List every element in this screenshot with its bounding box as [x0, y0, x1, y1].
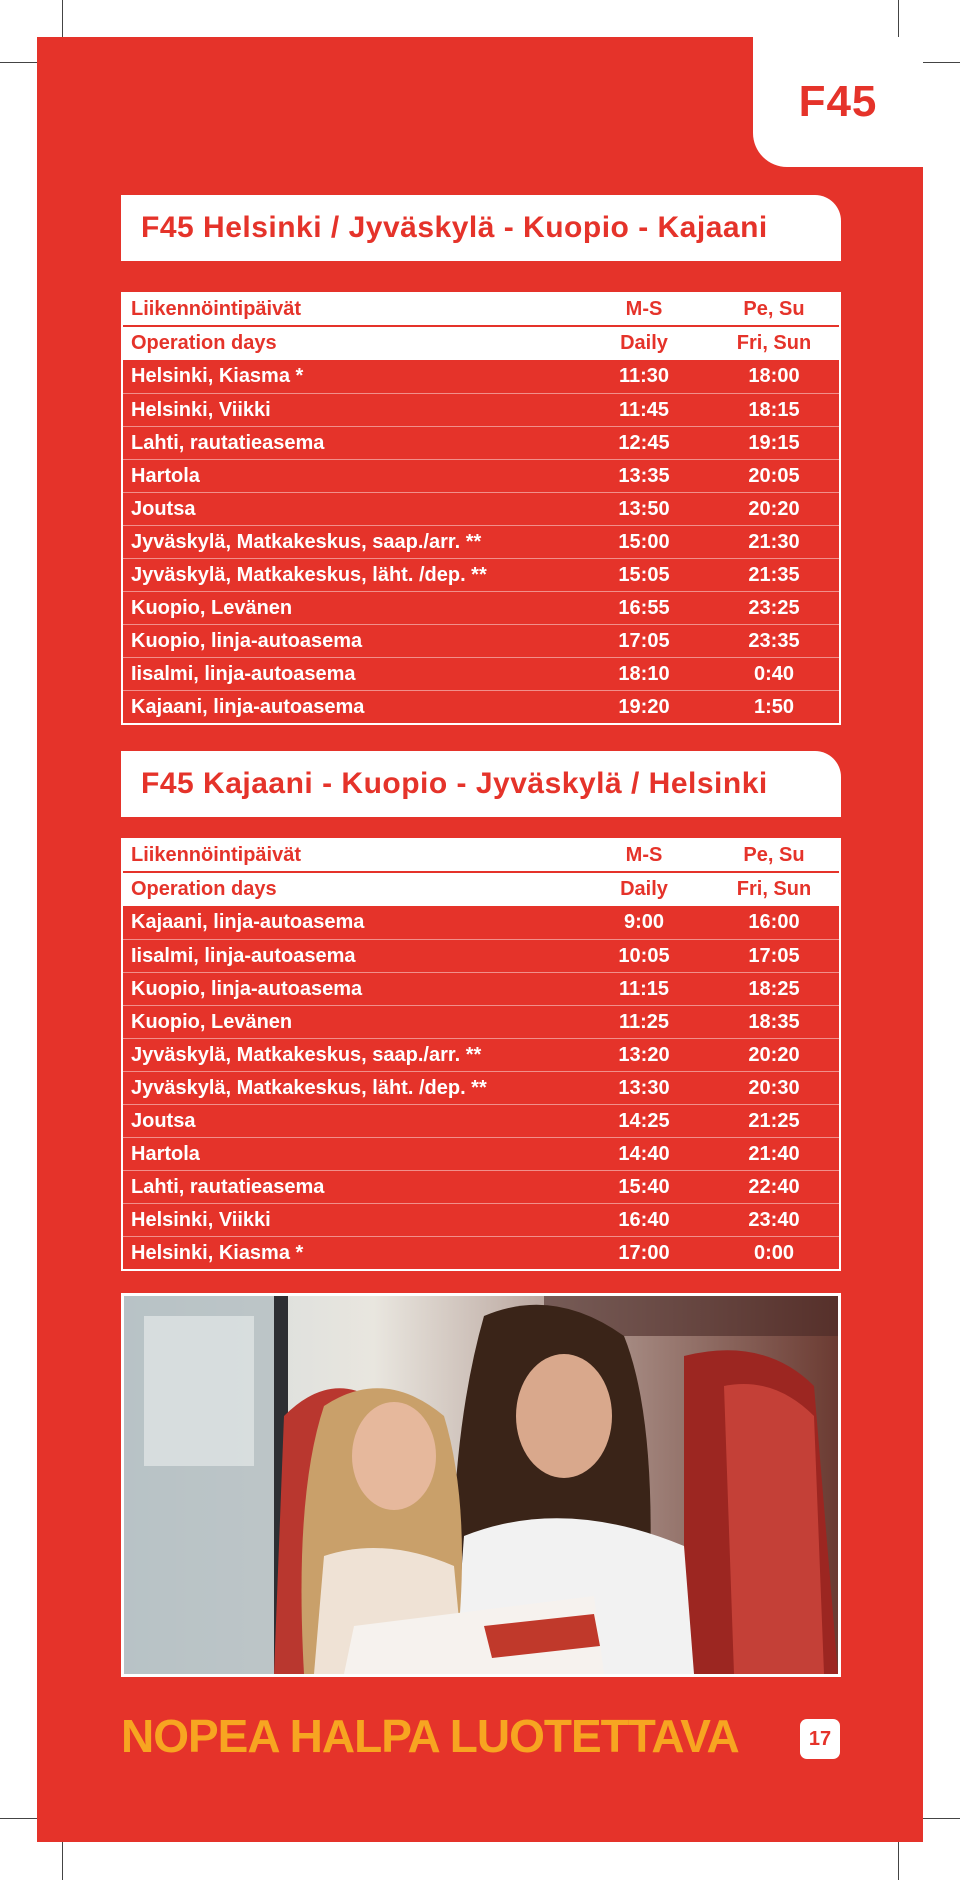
timetable-return: [121, 838, 841, 1271]
stop-name: Kajaani, linja-autoasema: [131, 911, 365, 933]
table-row: [123, 1137, 839, 1170]
timetable-title-return: F45 Kajaani - Kuopio - Jyväskylä / Helsinki: [121, 751, 841, 817]
header-row-en: [123, 327, 839, 360]
table-row: [123, 591, 839, 624]
header-col1: Daily: [620, 878, 668, 900]
header-col1: M-S: [625, 844, 663, 866]
table-row: [123, 525, 839, 558]
table-row: [123, 657, 839, 690]
table-row: [123, 1038, 839, 1071]
time-col1: 13:35: [618, 464, 670, 487]
stop-name: Joutsa: [131, 1109, 196, 1132]
header-col2: Fri, Sun: [736, 332, 812, 354]
time-col2: 0:00: [753, 1241, 795, 1264]
passengers-photo: [121, 1293, 841, 1677]
time-col2: 16:00: [748, 911, 800, 933]
stop-name: Jyväskylä, Matkakeskus, saap./arr. **: [131, 530, 482, 553]
header-col2: Fri, Sun: [736, 878, 812, 900]
table-row: [123, 558, 839, 591]
time-col2: 0:40: [753, 662, 795, 685]
passengers-illustration: [124, 1296, 838, 1674]
header-row-en: [123, 873, 839, 906]
stop-name: Iisalmi, linja-autoasema: [131, 662, 356, 685]
table-row: [123, 939, 839, 972]
time-col2: 17:05: [748, 944, 800, 967]
time-col1: 14:25: [618, 1109, 670, 1132]
time-col1: 17:00: [618, 1241, 670, 1264]
time-col1: 17:05: [618, 629, 670, 652]
time-col2: 23:40: [748, 1208, 800, 1231]
time-col1: 14:40: [618, 1142, 670, 1165]
stop-name: Jyväskylä, Matkakeskus, läht. /dep. **: [131, 563, 487, 586]
slogan: NOPEA HALPA LUOTETTAVA: [121, 1710, 739, 1762]
time-col1: 18:10: [618, 662, 670, 685]
stop-name: Joutsa: [131, 497, 196, 520]
header-label: Operation days: [131, 332, 277, 354]
table-row: [123, 1005, 839, 1038]
time-col1: 10:05: [618, 944, 670, 967]
stop-name: Helsinki, Kiasma *: [131, 1241, 304, 1264]
table-row: [123, 360, 839, 393]
time-col2: 23:25: [748, 596, 800, 619]
table-row: [123, 1236, 839, 1269]
stop-name: Jyväskylä, Matkakeskus, läht. /dep. **: [131, 1076, 487, 1099]
time-col2: 23:35: [748, 629, 800, 652]
time-col1: 12:45: [618, 431, 670, 454]
time-col1: 13:20: [618, 1043, 670, 1066]
table-row: [123, 1071, 839, 1104]
stop-name: Kajaani, linja-autoasema: [131, 695, 365, 718]
time-col1: 13:30: [618, 1076, 670, 1099]
timetable-title-outbound: F45 Helsinki / Jyväskylä - Kuopio - Kajaani: [121, 195, 841, 261]
brochure-page: [37, 37, 923, 1842]
time-col1: 19:20: [618, 695, 670, 718]
header-label: Liikennöintipäivät: [131, 298, 302, 320]
time-col2: 21:35: [748, 563, 800, 586]
time-col2: 18:00: [748, 365, 800, 387]
table-row: [123, 1203, 839, 1236]
stop-name: Hartola: [131, 1142, 200, 1165]
time-col2: 19:15: [748, 431, 800, 454]
time-col1: 15:00: [618, 530, 670, 553]
stop-name: Helsinki, Viikki: [131, 1208, 271, 1231]
table-row: [123, 972, 839, 1005]
table-row: [123, 459, 839, 492]
crop-mark: [898, 1836, 899, 1880]
time-col1: 15:40: [618, 1175, 670, 1198]
stop-name: Kuopio, linja-autoasema: [131, 629, 363, 652]
header-row-fi: [123, 294, 839, 327]
stop-name: Lahti, rautatieasema: [131, 1175, 325, 1198]
time-col1: 11:30: [618, 365, 670, 387]
stop-name: Kuopio, Levänen: [131, 596, 293, 619]
time-col2: 18:35: [748, 1010, 800, 1033]
table-row: [123, 690, 839, 723]
table-row: [123, 1170, 839, 1203]
crop-mark: [62, 1836, 63, 1880]
timetable-outbound: [121, 292, 841, 725]
time-col1: 13:50: [618, 497, 670, 520]
time-col1: 15:05: [618, 563, 670, 586]
header-label: Liikennöintipäivät: [131, 844, 302, 866]
header-col1: M-S: [625, 298, 663, 320]
header-col2: Pe, Su: [743, 844, 805, 866]
time-col2: 20:30: [748, 1076, 800, 1099]
time-col2: 20:20: [748, 497, 800, 520]
time-col2: 18:15: [748, 398, 800, 421]
time-col2: 18:25: [748, 977, 800, 1000]
time-col1: 16:40: [618, 1208, 670, 1231]
header-col2: Pe, Su: [743, 298, 805, 320]
time-col1: 11:25: [618, 1010, 670, 1033]
table-row: [123, 624, 839, 657]
time-col2: 21:25: [748, 1109, 800, 1132]
table-row: [123, 906, 839, 939]
stop-name: Helsinki, Kiasma *: [131, 365, 304, 387]
stop-name: Kuopio, Levänen: [131, 1010, 293, 1033]
time-col1: 11:45: [618, 398, 670, 421]
time-col1: 11:15: [618, 977, 670, 1000]
stop-name: Lahti, rautatieasema: [131, 431, 325, 454]
route-code-tab: F45: [753, 37, 923, 167]
table-row: [123, 393, 839, 426]
stop-name: Iisalmi, linja-autoasema: [131, 944, 356, 967]
table-row: [123, 426, 839, 459]
stop-name: Kuopio, linja-autoasema: [131, 977, 363, 1000]
time-col2: 20:20: [748, 1043, 800, 1066]
time-col1: 9:00: [623, 911, 665, 933]
time-col2: 22:40: [748, 1175, 800, 1198]
header-label: Operation days: [131, 878, 277, 900]
time-col1: 16:55: [618, 596, 670, 619]
table-row: [123, 1104, 839, 1137]
time-col2: 21:40: [748, 1142, 800, 1165]
stop-name: Hartola: [131, 464, 200, 487]
time-col2: 21:30: [748, 530, 800, 553]
stop-name: Helsinki, Viikki: [131, 398, 271, 421]
header-col1: Daily: [620, 332, 668, 354]
time-col2: 1:50: [753, 695, 795, 718]
stop-name: Jyväskylä, Matkakeskus, saap./arr. **: [131, 1043, 482, 1066]
header-row-fi: [123, 840, 839, 873]
time-col2: 20:05: [748, 464, 800, 487]
page-number: 17: [800, 1719, 840, 1759]
table-row: [123, 492, 839, 525]
